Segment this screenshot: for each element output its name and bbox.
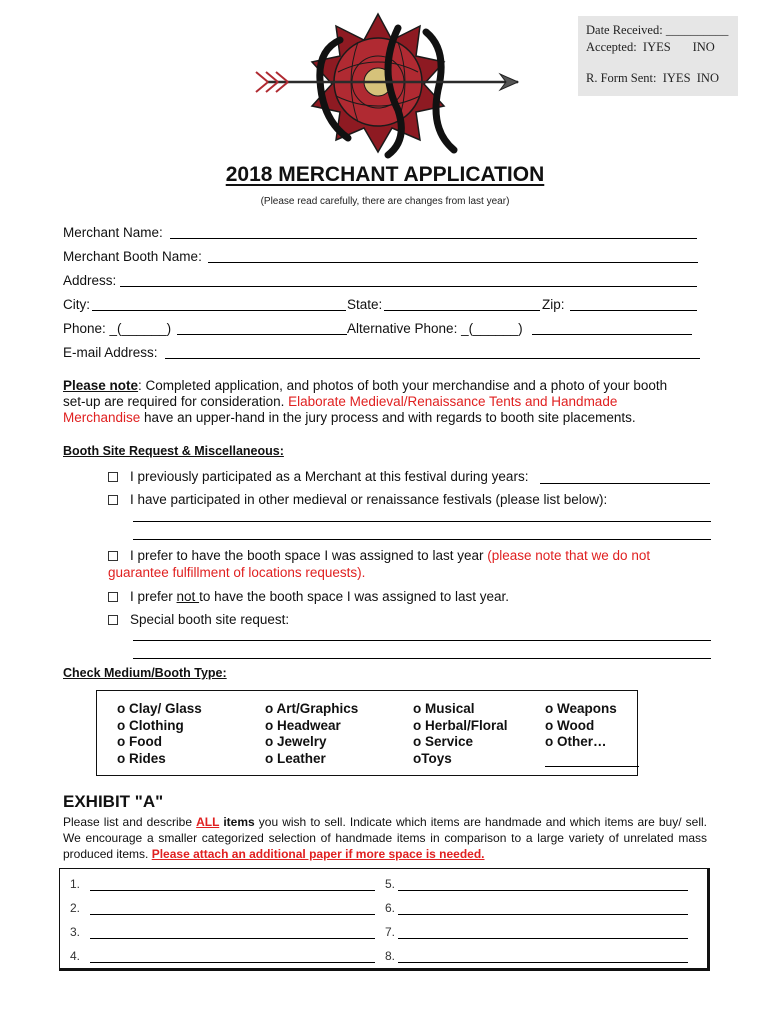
item-field[interactable] [398, 938, 688, 939]
medium-option[interactable]: o Weapons [545, 701, 617, 716]
special-request-line-1[interactable] [133, 640, 711, 641]
merchant-name-field[interactable] [170, 238, 697, 239]
item-field[interactable] [90, 890, 375, 891]
booth-name-label: Merchant Booth Name: [63, 249, 202, 264]
special-request-row: Special booth site request: [108, 611, 289, 628]
medium-type-box [96, 690, 638, 776]
other-festivals-line-1[interactable] [133, 521, 711, 522]
city-label: City: [63, 297, 90, 312]
other-medium-field[interactable] [545, 766, 639, 767]
city-field[interactable] [92, 310, 346, 311]
exhibit-instructions: Please list and describe ALL items you wish to sell. Indicate which items are handmade and which items are buy/ sell. We encourage a smaller categorized selection of handmade items in comparison to a large variety of unrelated mass produced items. Please attach an additional paper if more space is needed. [63, 815, 707, 861]
special-request-checkbox[interactable] [108, 615, 118, 625]
medium-section-heading: Check Medium/Booth Type: [63, 666, 227, 680]
page-title: 2018 MERCHANT APPLICATION [225, 163, 545, 186]
other-festivals-row: I have participated in other medieval or renaissance festivals (please list below): [108, 491, 607, 508]
medium-option[interactable]: o Art/Graphics [265, 701, 359, 716]
item-field[interactable] [398, 914, 688, 915]
alt-phone-label: Alternative Phone: _(______) [347, 321, 523, 336]
participated-years-field[interactable] [540, 483, 710, 484]
participated-checkbox[interactable] [108, 472, 118, 482]
phone-label: Phone: _(______) [63, 321, 172, 336]
office-use-box [578, 16, 738, 96]
item-number: 1. [70, 877, 81, 891]
page-subtitle: (Please read carefully, there are changes from last year) [260, 196, 510, 207]
festival-logo [248, 10, 538, 160]
item-field[interactable] [398, 890, 688, 891]
zip-field[interactable] [570, 310, 697, 311]
phone-field[interactable] [177, 334, 347, 335]
item-field[interactable] [398, 962, 688, 963]
exhibit-title: EXHIBIT "A" [63, 792, 164, 811]
address-field[interactable] [120, 286, 697, 287]
address-label: Address: [63, 273, 117, 288]
medium-option[interactable]: o Wood [545, 717, 595, 733]
alt-phone-field[interactable] [532, 334, 692, 335]
please-note: Please note: Completed application, and photos of both your merchandise and a photo of your booth set-up are required for consideration. Elaborate Medieval/Renaissance Tents and Handmade Merchandise have an upper-hand in the jury process and with regards to booth site placements. [63, 378, 668, 425]
medium-option[interactable]: o Leather [265, 750, 326, 766]
medium-option[interactable]: o Jewelry [265, 734, 327, 749]
item-number: 8. [385, 949, 396, 963]
other-festivals-line-2[interactable] [133, 539, 711, 540]
medium-column-3 [413, 701, 508, 767]
participated-row: I previously participated as a Merchant at this festival during years: [108, 468, 528, 485]
medium-option[interactable]: o Other… [545, 734, 607, 749]
accepted-label: Accepted: IYES INO [586, 40, 715, 54]
medium-option[interactable]: o Clay/ Glass [117, 701, 202, 716]
item-field[interactable] [90, 914, 375, 915]
medium-column-4 [545, 701, 617, 751]
same-booth-row: I prefer to have the booth space I was assigned to last year (please note that we do not guarantee fulfillment of locations requests). [108, 548, 651, 580]
state-label: State: [347, 297, 383, 312]
merchant-name-label: Merchant Name: [63, 225, 163, 240]
medium-option[interactable]: o Rides [117, 750, 166, 766]
form-sent-label: R. Form Sent: IYES INO [586, 71, 719, 85]
item-number: 2. [70, 901, 81, 915]
not-same-booth-checkbox[interactable] [108, 592, 118, 602]
items-list-box [59, 868, 710, 971]
email-label: E-mail Address: [63, 345, 158, 360]
item-field[interactable] [90, 962, 375, 963]
booth-name-field[interactable] [208, 262, 698, 263]
medium-option[interactable]: o Service [413, 734, 474, 749]
zip-label: Zip: [542, 297, 565, 312]
medium-option[interactable]: o Headwear [265, 717, 341, 733]
item-number: 7. [385, 925, 396, 939]
item-number: 3. [70, 925, 81, 939]
special-request-line-2[interactable] [133, 658, 711, 659]
item-field[interactable] [90, 938, 375, 939]
booth-section-heading: Booth Site Request & Miscellaneous: [63, 444, 284, 458]
other-festivals-checkbox[interactable] [108, 495, 118, 505]
medium-column-1 [117, 701, 202, 767]
medium-option[interactable]: oToys [413, 750, 452, 766]
item-number: 4. [70, 949, 81, 963]
item-number: 5. [385, 877, 396, 891]
medium-option[interactable]: o Food [117, 734, 162, 749]
state-field[interactable] [384, 310, 540, 311]
not-same-booth-row: I prefer not to have the booth space I was assigned to last year. [108, 588, 509, 605]
email-field[interactable] [165, 358, 700, 359]
medium-option[interactable]: o Herbal/Floral [413, 717, 508, 733]
date-received-label: Date Received: __________ [586, 23, 729, 37]
item-number: 6. [385, 901, 396, 915]
same-booth-checkbox[interactable] [108, 551, 118, 561]
medium-column-2 [265, 701, 358, 767]
medium-option[interactable]: o Clothing [117, 717, 184, 733]
medium-option[interactable]: o Musical [413, 701, 475, 716]
